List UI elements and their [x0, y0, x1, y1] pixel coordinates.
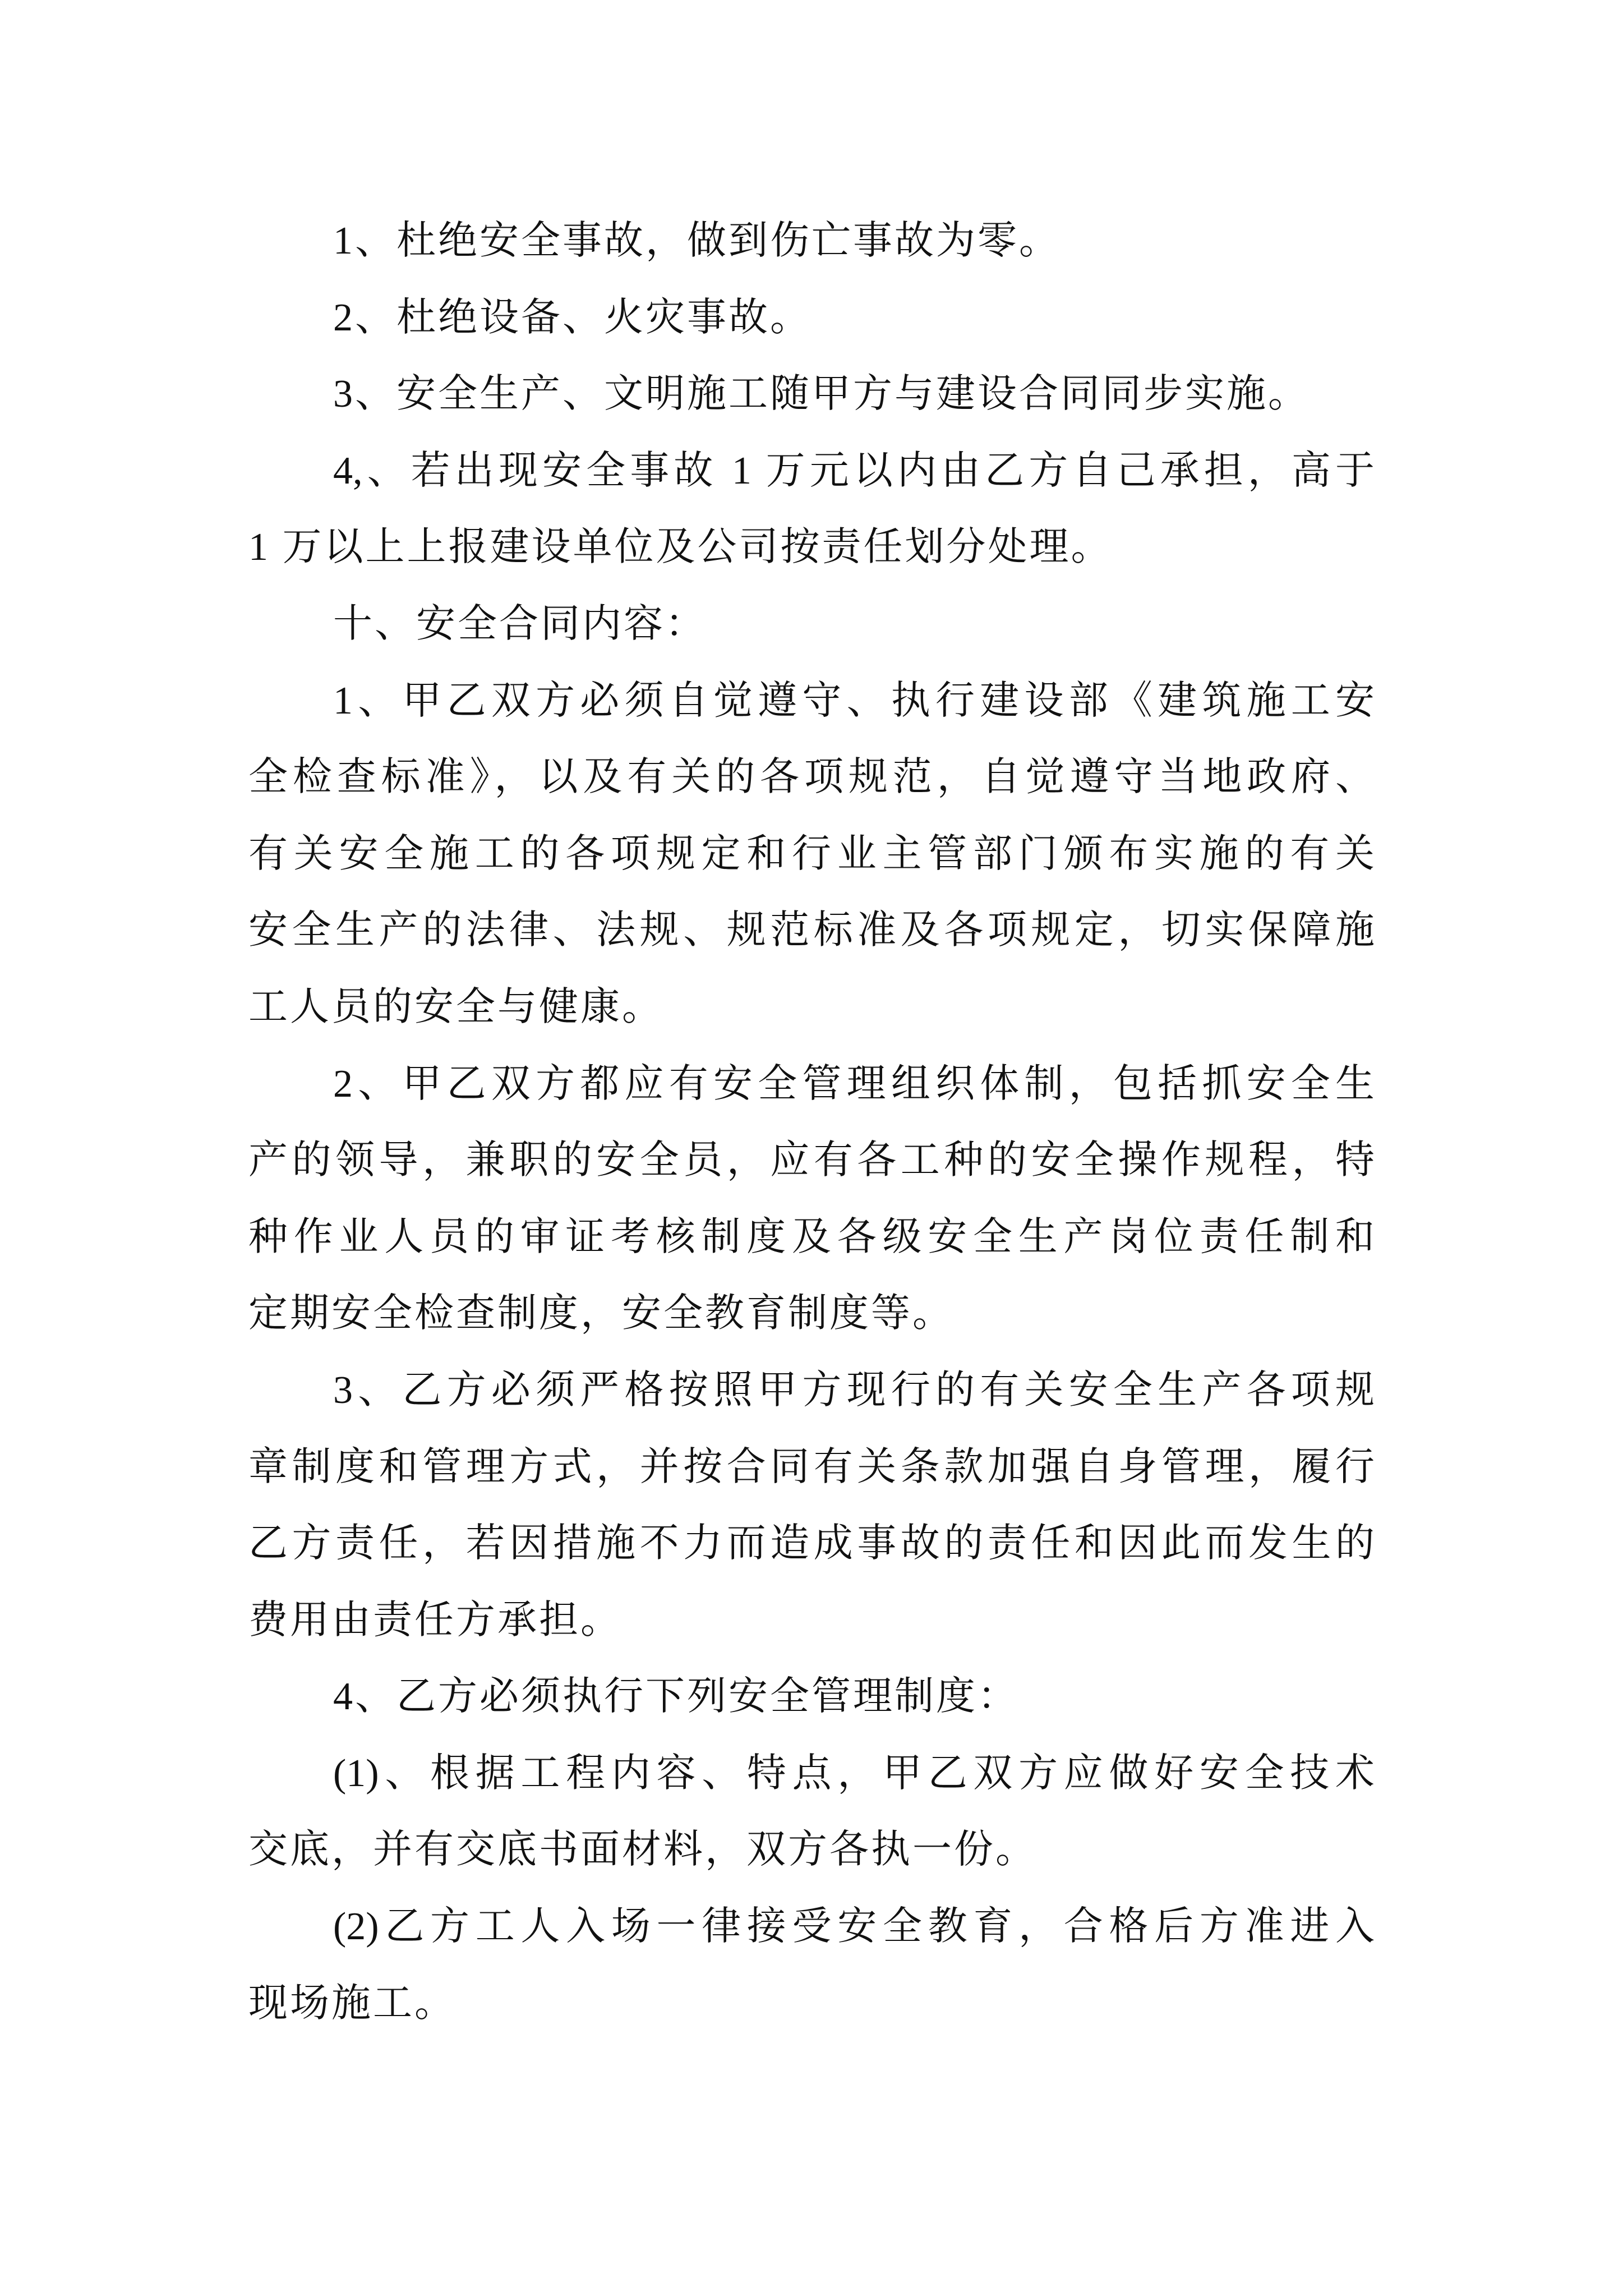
document-line: (2)乙方工人入场一律接受安全教育，合格后方准进入: [333, 1905, 1375, 1949]
document-line: 费用由责任方承担。: [248, 1598, 622, 1642]
document-line: 交底，并有交底书面材料，双方各执一份。: [248, 1828, 1037, 1872]
document-line: 十、安全合同内容：: [333, 602, 707, 646]
document-line: 现场施工。: [248, 1981, 456, 2025]
document-line: 3、安全生产、文明施工随甲方与建设合同同步实施。: [333, 372, 1310, 416]
document-line: 工人员的安全与健康。: [248, 985, 663, 1029]
document-line: 安全生产的法律、法规、规范标准及各项规定，切实保障施: [248, 909, 1375, 953]
paragraph: [248, 663, 1375, 1046]
document-line: 产的领导，兼职的安全员，应有各工种的安全操作规程，特: [248, 1139, 1375, 1182]
document-line: 定期安全检查制度，安全教育制度等。: [248, 1292, 954, 1336]
paragraph: [248, 280, 1375, 357]
document-line: 4,、若出现安全事故 1 万元以内由乙方自己承担，高于: [333, 449, 1375, 493]
paragraph: [248, 356, 1375, 433]
paragraph: [248, 1352, 1375, 1659]
document-line: 1 万以上上报建设单位及公司按责任划分处理。: [248, 526, 1113, 569]
document-line: 2、甲乙双方都应有安全管理组织体制，包括抓安全生: [333, 1062, 1375, 1106]
document-line: 有关安全施工的各项规定和行业主管部门颁布实施的有关: [248, 832, 1375, 876]
document-line: 全检查标准》，以及有关的各项规范，自觉遵守当地政府、: [248, 756, 1375, 799]
section-heading: [248, 586, 1375, 663]
paragraph: [248, 1046, 1375, 1352]
document-line: 4、乙方必须执行下列安全管理制度：: [333, 1675, 1019, 1719]
paragraph: [248, 203, 1375, 280]
paragraph: [248, 1659, 1375, 1736]
document-line: 1、甲乙双方必须自觉遵守、执行建设部《建筑施工安: [333, 679, 1375, 723]
document-body: [248, 203, 1375, 2042]
document-line: 2、杜绝设备、火灾事故。: [333, 296, 811, 339]
document-line: 1、杜绝安全事故，做到伤亡事故为零。: [333, 219, 1061, 263]
document-line: 乙方责任，若因措施不力而造成事故的责任和因此而发生的: [248, 1522, 1375, 1566]
document-line: 章制度和管理方式，并按合同有关条款加强自身管理，履行: [248, 1445, 1375, 1489]
paragraph: [248, 433, 1375, 586]
paragraph: [248, 1736, 1375, 1889]
document-line: 3、乙方必须严格按照甲方现行的有关安全生产各项规: [333, 1368, 1375, 1412]
document-line: 种作业人员的审证考核制度及各级安全生产岗位责任制和: [248, 1215, 1375, 1259]
document-line: (1)、根据工程内容、特点，甲乙双方应做好安全技术: [333, 1751, 1375, 1795]
paragraph: [248, 1889, 1375, 2042]
